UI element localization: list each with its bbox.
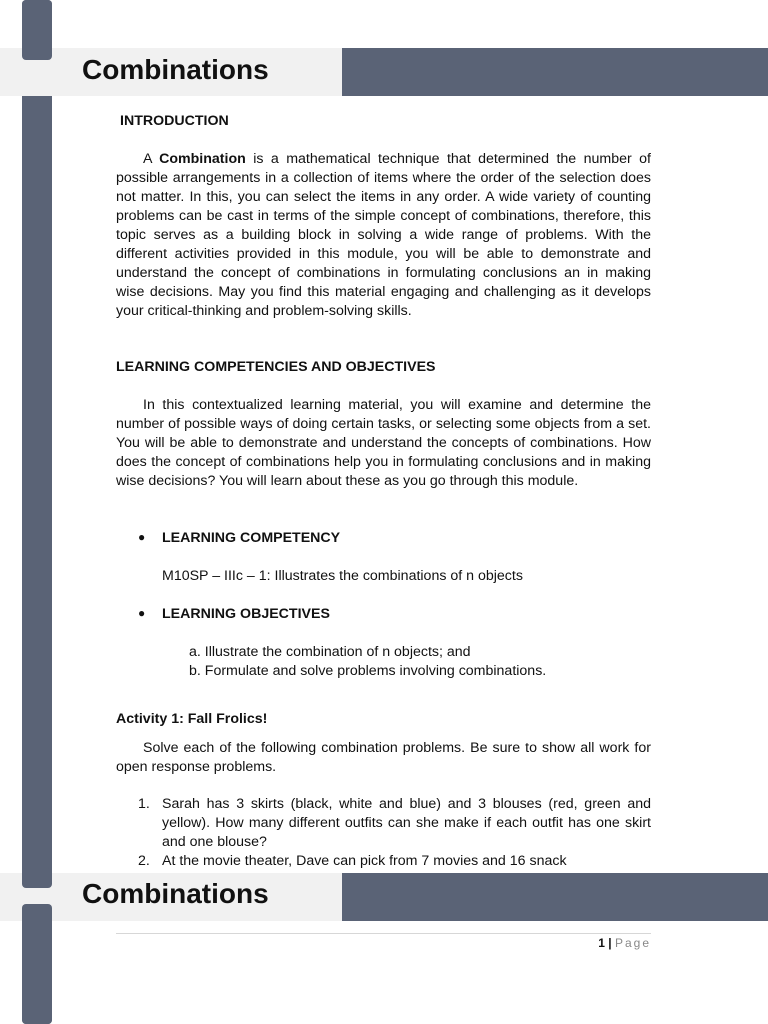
side-bar-middle [22,79,52,887]
page-title: Combinations [82,54,269,85]
side-bar-band-overlay-lower [22,904,52,1024]
problem-number: 2. [138,853,150,869]
problem-text: Sarah has 3 skirts (black, white and blue) and 3 blouses (red, green and yellow). How many different outfits can she make if each outfit has one skirt and one blouse? [162,796,651,850]
footer-divider [116,933,651,934]
competency-text: M10SP – IIIc – 1: Illustrates the combinations of n objects [162,568,523,584]
running-header-title: Combinations [82,878,269,909]
activity-instructions: Solve each of the following combination problems. Be sure to show all work for open response problems. [116,740,651,775]
problem-list [116,795,651,871]
competencies-section [116,396,651,491]
intro-section [116,150,651,321]
page-number [598,936,651,950]
intro-heading [120,112,655,131]
competency-label: LEARNING COMPETENCY [162,530,341,546]
intro-heading-text: INTRODUCTION [120,113,229,129]
side-bar-header-overlay [22,0,52,60]
page-number-value: 1 [598,936,605,950]
page-label: Page [614,936,651,950]
problem-item [116,852,651,871]
objective-item: b. Formulate and solve problems involving combinations. [189,663,547,679]
side-bar-band-overlay [22,868,52,888]
activity-heading [116,710,651,729]
activity-instructions-section [116,739,651,777]
problem-text: At the movie theater, Dave can pick from 7 movies and 16 snack [162,853,567,869]
intro-lead: A [143,151,160,167]
footer-band-dark [342,873,768,921]
intro-body: is a mathematical technique that determined the number of possible arrangements in a collection of items where the order of the selection does not matter. In this, you can select the items in any order. A wide variety of counting problems can be cast in terms of the simple concept of combinations, therefore, this topic serves as a building block in solving a wide range of problems. With the different activities provided in this module, you will be able to demonstrate and understand the concept of combinations in formulating conclusions an in making wise decisions. May you find this material engaging and challenging as it develops your critical-thinking and problem-solving skills. [116,151,651,319]
objective-item: a. Illustrate the combination of n objects; and [189,644,471,660]
competencies-heading [116,358,651,377]
intro-bold-term: Combination [159,151,246,167]
bullet-icon: ● [138,530,146,544]
header-band-dark [342,48,768,96]
intro-paragraph [116,150,651,321]
activity-heading-text: Activity 1: Fall Frolics! [116,711,268,727]
competencies-heading-text: LEARNING COMPETENCIES AND OBJECTIVES [116,359,436,375]
page-separator: | [608,936,612,950]
bullet-icon: ● [138,606,146,620]
objectives-label: LEARNING OBJECTIVES [162,606,330,622]
problem-item [116,795,651,852]
competencies-paragraph: In this contextualized learning material, you will examine and determine the number of possible ways of doing certain tasks, or selecting some objects from a set. You will be able to demonstrate and understand the concepts of combinations. How does the concept of combinations help you in formulating conclusions and in making wise decisions? You will learn about these as you go through this module. [116,397,651,489]
problem-number: 1. [138,796,150,812]
